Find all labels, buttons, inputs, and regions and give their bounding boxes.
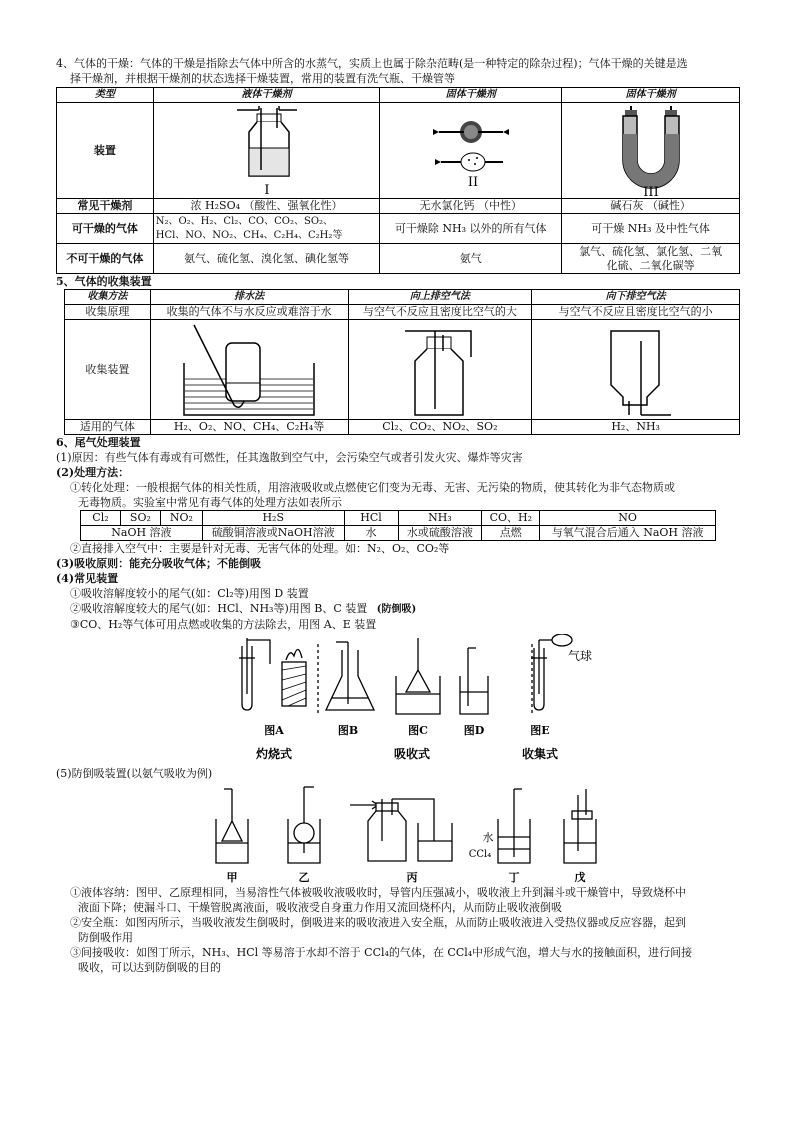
s6-p4: (4)常见装置 <box>56 572 119 585</box>
common-solid1: 无水氯化钙 （中性） <box>380 199 562 214</box>
s4-line1: 4、气体的干燥：气体的干燥是指除去气体中所含的水蒸气，实质上也属于除杂范畴(是一种特定的除杂过程)；气体干燥的关键是选 <box>56 57 688 70</box>
gases-water: H₂、O₂、NO、CH₄、C₂H₄等 <box>150 420 348 435</box>
principle-label: 收集原理 <box>65 305 151 320</box>
can-liquid-line1: N₂、O₂、H₂、Cl₂、CO、CO₂、SO₂、 <box>155 215 334 227</box>
common-solid2: 碱石灰 （碱性） <box>562 199 740 214</box>
page <box>56 56 740 975</box>
s6-q1a: ①液体容纳：图甲、乙原理相同，当易溶性气体被吸收液吸收时，导管内压强减小，吸收液上升到漏斗或干燥管中，导致烧杯中 <box>70 886 686 899</box>
s6-p3: (3)吸收原则：能充分吸收气体；不能倒吸 <box>56 557 262 570</box>
s6-p4b: ②吸收溶解度较大的尾气(如：HCl、NH₃等)用图 B、C 装置 <box>70 602 368 615</box>
wash-bottle-icon <box>207 104 327 198</box>
th-method: 收集方法 <box>65 290 151 305</box>
gas-h2s: H₂S <box>202 511 344 526</box>
s5-title: 5、气体的收集装置 <box>56 275 152 288</box>
cannot-solid2-line1: 氯气、硫化氢、氯化氢、二氧 <box>579 244 723 258</box>
gas-cl2: Cl₂ <box>81 511 121 526</box>
s6-p5: (5)防倒吸装置(以氨气吸收为例) <box>56 767 213 780</box>
gases-upward: Cl₂、CO₂、NO₂、SO₂ <box>348 420 532 435</box>
cannot-liquid: 氨气、硫化氢、溴化氢、碘化氢等 <box>153 244 380 274</box>
collect-table <box>64 289 740 435</box>
s6-q2b: 防倒吸作用 <box>78 931 133 944</box>
can-liquid <box>153 214 380 244</box>
th-upward: 向上排空气法 <box>348 290 532 305</box>
cannot-solid2-line2: 化硫、二氧化碳等 <box>606 258 695 272</box>
gas-nh3: NH₃ <box>398 511 482 526</box>
anti-label-ding: 丁 <box>508 871 520 884</box>
upward-bottle-icon <box>375 321 505 419</box>
anti-label-bing: 丙 <box>406 871 418 884</box>
gas-hcl: HCl <box>344 511 398 526</box>
group-burn: 灼烧式 <box>255 747 293 761</box>
s6-p4b-note: (防倒吸) <box>376 604 417 615</box>
downward-collect-figure <box>532 320 740 420</box>
anti-label-yi: 乙 <box>298 871 310 884</box>
row-cannot-label: 不可干燥的气体 <box>57 244 154 274</box>
gas-no: NO <box>540 511 716 526</box>
fig-e-label: 图E <box>530 724 550 737</box>
u-tube-icon <box>591 104 711 198</box>
s6-title: 6、尾气处理装置 <box>56 436 141 449</box>
method-water: 水 <box>344 526 398 541</box>
water-label: 水 <box>482 831 494 844</box>
can-solid2: 可干燥 NH₃ 及中性气体 <box>562 214 740 244</box>
drying-table <box>56 87 740 274</box>
method-naoh: NaOH 溶液 <box>81 526 203 541</box>
gas-co-h2: CO、H₂ <box>482 511 540 526</box>
method-cuso4: 硫酸铜溶液或NaOH溶液 <box>202 526 344 541</box>
svg-text:I: I <box>263 182 270 198</box>
th-type: 类型 <box>57 88 154 103</box>
downward-bottle-icon <box>571 321 701 419</box>
svg-text:II: II <box>467 174 478 190</box>
s6-p4c: ③CO、H₂等气体可用点燃或收集的方法除去，用图 A、E 装置 <box>70 618 377 631</box>
anti-label-jia: 甲 <box>226 871 238 884</box>
upward-collect-figure <box>348 320 532 420</box>
gases-downward: H₂、NH₃ <box>532 420 740 435</box>
s6-p4b-row <box>56 601 740 617</box>
gases-label: 适用的气体 <box>65 420 151 435</box>
gas-no2: NO₂ <box>160 511 202 526</box>
s6-q1b: 液面下降；使漏斗口、干燥管脱离液面，吸收液受自身重力作用又流回烧杯内，从而防止吸收液倒吸 <box>78 901 562 914</box>
row-device-label: 装置 <box>57 103 154 199</box>
common-liquid: 浓 H₂SO₄ （酸性、强氧化性） <box>153 199 380 214</box>
water-collect-figure <box>150 320 348 420</box>
s6-q2a: ②安全瓶：如图丙所示，当吸收液发生倒吸时，倒吸进来的吸收液进入安全瓶，从而防止吸收液进入受热仪器或反应容器，起到 <box>70 916 686 929</box>
fig-b-label: 图B <box>337 724 359 737</box>
method-o2-naoh: 与氧气混合后通入 NaOH 溶液 <box>540 526 716 541</box>
tail-gas-figure <box>56 634 740 766</box>
balloon-label: 气球 <box>568 649 593 663</box>
th-solid1: 固体干燥剂 <box>380 88 562 103</box>
s6-p2b: ②直接排入空气中：主要是针对无毒、无害气体的处理。如：N₂、O₂、CO₂等 <box>70 542 450 555</box>
th-liquid: 液体干燥剂 <box>153 88 380 103</box>
group-collect: 收集式 <box>521 747 559 761</box>
collect-device-label: 收集装置 <box>65 320 151 420</box>
fig-d-label: 图D <box>463 724 485 737</box>
s6-p2a1: ①转化处理：一般根据气体的相关性质，用溶液吸收或点燃使它们变为无毒、无害、无污染的物质，使其转化为非气态物质或 <box>70 481 675 494</box>
fig-a-label: 图A <box>264 724 284 737</box>
s6-q3a: ③间接吸收：如图丁所示，NH₃、HCl 等易溶于水却不溶于 CCl₄的气体，在 CCl₄中形成气泡，增大与水的接触面积，进行间接 <box>70 946 693 959</box>
can-liquid-line2: HCl、NO、NO₂、CH₄、C₂H₄、C₂H₂等 <box>155 229 343 241</box>
s6-p1: (1)原因：有些气体有毒或有可燃性，任其逸散到空气中，会污染空气或者引发火灾、爆炸等灾害 <box>56 451 523 464</box>
group-absorb: 吸收式 <box>393 747 431 761</box>
s6-p4a: ①吸收溶解度较小的尾气(如：Cl₂等)用图 D 装置 <box>70 587 309 600</box>
principle-water: 收集的气体不与水反应或难溶于水 <box>150 305 348 320</box>
anti-backflow-figure <box>56 781 740 885</box>
th-water: 排水法 <box>150 290 348 305</box>
th-downward: 向下排空气法 <box>532 290 740 305</box>
wash-bottle-figure <box>153 103 380 199</box>
s6-p2: (2)处理方法： <box>56 466 130 479</box>
cannot-solid2 <box>562 244 740 274</box>
row-can-label: 可干燥的气体 <box>57 214 154 244</box>
drying-tube-icon <box>411 104 531 198</box>
row-common-label: 常见干燥剂 <box>57 199 154 214</box>
method-ignite: 点燃 <box>482 526 540 541</box>
th-solid2: 固体干燥剂 <box>562 88 740 103</box>
can-solid1: 可干燥除 NH₃ 以外的所有气体 <box>380 214 562 244</box>
method-acid: 水或硫酸溶液 <box>398 526 482 541</box>
toxic-gas-table <box>80 510 716 541</box>
water-trough-icon <box>174 321 324 419</box>
u-tube-figure <box>562 103 740 199</box>
cannot-solid1: 氨气 <box>380 244 562 274</box>
s6-q3b: 吸收，可以达到防倒吸的目的 <box>78 961 221 974</box>
anti-label-wu: 戊 <box>574 871 586 884</box>
ccl4-label: CCl₄ <box>468 849 492 860</box>
drying-tube-figure <box>380 103 562 199</box>
principle-downward: 与空气不反应且密度比空气的小 <box>532 305 740 320</box>
fig-c-label: 图C <box>408 724 428 737</box>
gas-so2: SO₂ <box>120 511 160 526</box>
svg-text:III: III <box>642 184 659 198</box>
s4-line2: 择干燥剂，并根据干燥剂的状态选择干燥装置，常用的装置有洗气瓶、干燥管等 <box>70 72 455 85</box>
principle-upward: 与空气不反应且密度比空气的大 <box>348 305 532 320</box>
s6-p2a2: 无毒物质。实验室中常见有毒气体的处理方法如表所示 <box>78 496 342 509</box>
